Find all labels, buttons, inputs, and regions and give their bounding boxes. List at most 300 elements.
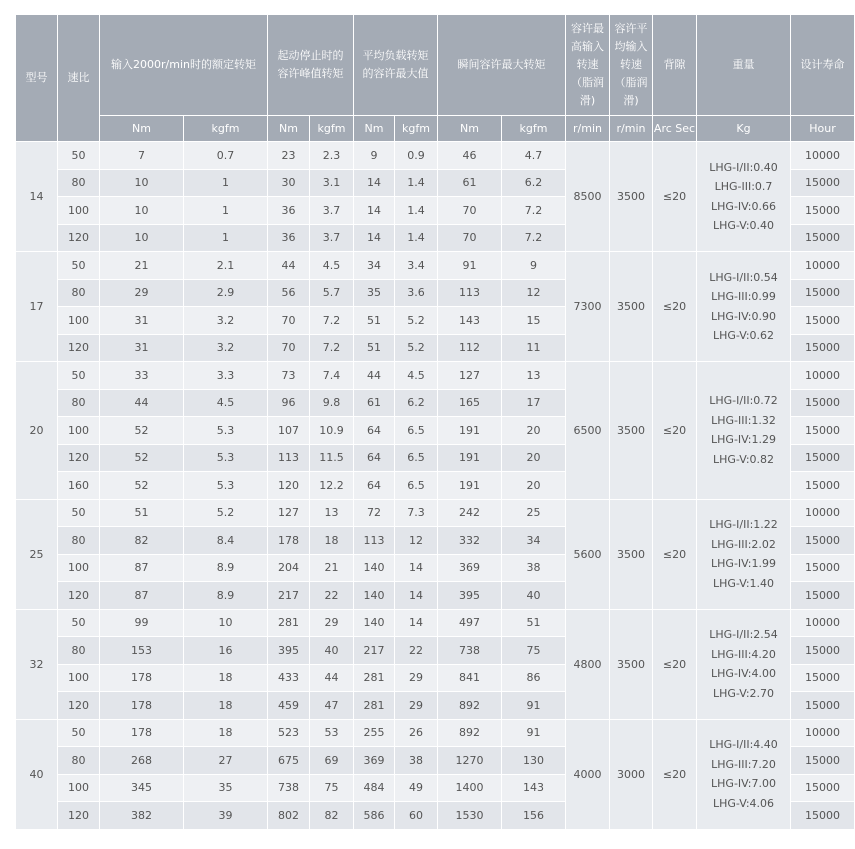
backlash-cell: ≤20 xyxy=(653,719,697,829)
header-row-main xyxy=(16,15,855,116)
ratio-cell: 120 xyxy=(58,334,100,362)
avg-nm-cell: 34 xyxy=(354,252,395,280)
life-cell: 15000 xyxy=(791,664,855,692)
life-cell: 10000 xyxy=(791,499,855,527)
avg-kgfm-cell: 14 xyxy=(395,582,438,610)
avg-nm-cell: 35 xyxy=(354,279,395,307)
avg-speed-cell: 3500 xyxy=(610,142,653,252)
table-row xyxy=(16,142,855,170)
peak-nm-cell: 36 xyxy=(268,224,310,252)
table-body xyxy=(16,142,855,830)
weight-cell xyxy=(697,142,791,252)
rated-nm-cell: 178 xyxy=(100,692,184,720)
rated-nm-cell: 10 xyxy=(100,224,184,252)
ratio-cell: 80 xyxy=(58,389,100,417)
rated-kgfm-cell: 35 xyxy=(184,774,268,802)
instant-nm-cell: 841 xyxy=(438,664,502,692)
avg-kgfm-cell: 26 xyxy=(395,719,438,747)
avg-nm-cell: 140 xyxy=(354,554,395,582)
peak-kgfm-cell: 7.4 xyxy=(310,362,354,390)
header-avg-speed: 容许平均输入转速（脂润滑) xyxy=(610,15,653,116)
peak-nm-cell: 70 xyxy=(268,307,310,335)
ratio-cell: 100 xyxy=(58,774,100,802)
life-cell: 15000 xyxy=(791,692,855,720)
ratio-cell: 50 xyxy=(58,252,100,280)
ratio-cell: 120 xyxy=(58,582,100,610)
ratio-cell: 80 xyxy=(58,527,100,555)
rated-nm-cell: 99 xyxy=(100,609,184,637)
peak-nm-cell: 127 xyxy=(268,499,310,527)
rated-nm-cell: 82 xyxy=(100,527,184,555)
instant-kgfm-cell: 40 xyxy=(502,582,566,610)
weight-line: LHG-V:0.82 xyxy=(712,452,775,466)
life-cell: 10000 xyxy=(791,362,855,390)
instant-kgfm-cell: 12 xyxy=(502,279,566,307)
backlash-cell: ≤20 xyxy=(653,252,697,362)
ratio-cell: 120 xyxy=(58,444,100,472)
life-cell: 15000 xyxy=(791,197,855,225)
rated-kgfm-cell: 2.9 xyxy=(184,279,268,307)
ratio-cell: 100 xyxy=(58,417,100,445)
avg-nm-cell: 72 xyxy=(354,499,395,527)
life-cell: 15000 xyxy=(791,527,855,555)
rated-kgfm-cell: 5.3 xyxy=(184,472,268,500)
peak-nm-cell: 738 xyxy=(268,774,310,802)
avg-kgfm-cell: 1.4 xyxy=(395,197,438,225)
avg-kgfm-cell: 6.5 xyxy=(395,472,438,500)
life-cell: 15000 xyxy=(791,389,855,417)
header-avg-torque: 平均负载转矩的容许最大值 xyxy=(354,15,438,116)
avg-kgfm-cell: 4.5 xyxy=(395,362,438,390)
model-cell: 40 xyxy=(16,719,58,829)
weight-line: LHG-IV:7.00 xyxy=(711,777,776,790)
rated-kgfm-cell: 1 xyxy=(184,197,268,225)
ratio-cell: 100 xyxy=(58,664,100,692)
rated-nm-cell: 87 xyxy=(100,554,184,582)
avg-kgfm-cell: 38 xyxy=(395,747,438,775)
peak-nm-cell: 56 xyxy=(268,279,310,307)
weight-line: LHG-IV:1.29 xyxy=(711,433,776,447)
rated-nm-cell: 10 xyxy=(100,197,184,225)
peak-kgfm-cell: 5.7 xyxy=(310,279,354,307)
instant-nm-cell: 497 xyxy=(438,609,502,637)
avg-kgfm-cell: 22 xyxy=(395,637,438,665)
rated-nm-cell: 29 xyxy=(100,279,184,307)
peak-nm-cell: 217 xyxy=(268,582,310,610)
ratio-cell: 100 xyxy=(58,197,100,225)
instant-nm-cell: 46 xyxy=(438,142,502,170)
weight-line: LHG-I/II:1.22 xyxy=(709,518,778,531)
model-cell: 17 xyxy=(16,252,58,362)
weight-line: LHG-IV:1.99 xyxy=(711,557,776,570)
avg-nm-cell: 140 xyxy=(354,609,395,637)
avg-kgfm-cell: 6.2 xyxy=(395,389,438,417)
peak-kgfm-cell: 2.3 xyxy=(310,142,354,170)
instant-kgfm-cell: 20 xyxy=(502,472,566,500)
avg-kgfm-cell: 3.6 xyxy=(395,279,438,307)
rated-kgfm-cell: 5.3 xyxy=(184,444,268,472)
life-cell: 10000 xyxy=(791,719,855,747)
header-row-units xyxy=(16,116,855,142)
peak-kgfm-cell: 9.8 xyxy=(310,389,354,417)
life-cell: 10000 xyxy=(791,142,855,170)
rated-kgfm-cell: 1 xyxy=(184,169,268,197)
unit-peak-kgfm: kgfm xyxy=(310,116,354,142)
avg-speed-cell: 3500 xyxy=(610,609,653,719)
max-speed-cell: 7300 xyxy=(566,252,610,362)
avg-nm-cell: 217 xyxy=(354,637,395,665)
rated-nm-cell: 87 xyxy=(100,582,184,610)
instant-kgfm-cell: 17 xyxy=(502,389,566,417)
avg-kgfm-cell: 0.9 xyxy=(395,142,438,170)
weight-line: LHG-V:2.70 xyxy=(712,686,775,700)
peak-nm-cell: 675 xyxy=(268,747,310,775)
header-instant-torque: 瞬间容许最大转矩 xyxy=(438,15,566,116)
instant-nm-cell: 892 xyxy=(438,692,502,720)
instant-nm-cell: 369 xyxy=(438,554,502,582)
weight-line: LHG-IV:4.00 xyxy=(711,667,776,680)
instant-kgfm-cell: 20 xyxy=(502,417,566,445)
max-speed-cell: 4000 xyxy=(566,719,610,829)
peak-nm-cell: 107 xyxy=(268,417,310,445)
avg-kgfm-cell: 14 xyxy=(395,609,438,637)
header-peak-torque: 起动停止时的容许峰值转矩 xyxy=(268,15,354,116)
weight-line: LHG-IV:0.66 xyxy=(711,199,776,213)
avg-kgfm-cell: 5.2 xyxy=(395,334,438,362)
unit-avg-nm: Nm xyxy=(354,116,395,142)
max-speed-cell: 8500 xyxy=(566,142,610,252)
weight-line: LHG-I/II:0.40 xyxy=(709,160,778,174)
rated-kgfm-cell: 5.2 xyxy=(184,499,268,527)
rated-nm-cell: 52 xyxy=(100,444,184,472)
weight-line: LHG-I/II:0.54 xyxy=(709,270,778,284)
ratio-cell: 100 xyxy=(58,307,100,335)
instant-kgfm-cell: 7.2 xyxy=(502,224,566,252)
avg-kgfm-cell: 3.4 xyxy=(395,252,438,280)
weight-line: LHG-I/II:4.40 xyxy=(709,738,778,751)
peak-kgfm-cell: 44 xyxy=(310,664,354,692)
ratio-cell: 160 xyxy=(58,472,100,500)
instant-nm-cell: 1530 xyxy=(438,802,502,830)
instant-nm-cell: 332 xyxy=(438,527,502,555)
avg-nm-cell: 14 xyxy=(354,169,395,197)
peak-nm-cell: 178 xyxy=(268,527,310,555)
ratio-cell: 50 xyxy=(58,362,100,390)
avg-kgfm-cell: 29 xyxy=(395,692,438,720)
avg-kgfm-cell: 6.5 xyxy=(395,444,438,472)
avg-kgfm-cell: 60 xyxy=(395,802,438,830)
instant-nm-cell: 113 xyxy=(438,279,502,307)
weight-line: LHG-I/II:0.72 xyxy=(709,394,778,408)
rated-kgfm-cell: 3.2 xyxy=(184,307,268,335)
avg-speed-cell: 3500 xyxy=(610,362,653,500)
rated-kgfm-cell: 0.7 xyxy=(184,142,268,170)
avg-nm-cell: 51 xyxy=(354,334,395,362)
peak-kgfm-cell: 40 xyxy=(310,637,354,665)
peak-nm-cell: 802 xyxy=(268,802,310,830)
peak-nm-cell: 120 xyxy=(268,472,310,500)
instant-kgfm-cell: 4.7 xyxy=(502,142,566,170)
peak-kgfm-cell: 47 xyxy=(310,692,354,720)
instant-kgfm-cell: 13 xyxy=(502,362,566,390)
rated-kgfm-cell: 27 xyxy=(184,747,268,775)
instant-kgfm-cell: 75 xyxy=(502,637,566,665)
weight-line: LHG-V:0.62 xyxy=(712,329,775,342)
avg-nm-cell: 113 xyxy=(354,527,395,555)
life-cell: 15000 xyxy=(791,444,855,472)
max-speed-cell: 5600 xyxy=(566,499,610,609)
backlash-cell: ≤20 xyxy=(653,362,697,500)
peak-kgfm-cell: 3.1 xyxy=(310,169,354,197)
avg-kgfm-cell: 14 xyxy=(395,554,438,582)
rated-nm-cell: 52 xyxy=(100,417,184,445)
instant-nm-cell: 191 xyxy=(438,417,502,445)
peak-nm-cell: 204 xyxy=(268,554,310,582)
instant-nm-cell: 165 xyxy=(438,389,502,417)
weight-line: LHG-III:7.20 xyxy=(711,757,776,771)
backlash-cell: ≤20 xyxy=(653,142,697,252)
peak-nm-cell: 36 xyxy=(268,197,310,225)
rated-nm-cell: 178 xyxy=(100,719,184,747)
avg-speed-cell: 3500 xyxy=(610,499,653,609)
rated-kgfm-cell: 1 xyxy=(184,224,268,252)
table-row xyxy=(16,609,855,637)
peak-kgfm-cell: 12.2 xyxy=(310,472,354,500)
ratio-cell: 80 xyxy=(58,747,100,775)
rated-nm-cell: 52 xyxy=(100,472,184,500)
ratio-cell: 120 xyxy=(58,692,100,720)
peak-kgfm-cell: 4.5 xyxy=(310,252,354,280)
peak-nm-cell: 281 xyxy=(268,609,310,637)
instant-nm-cell: 1270 xyxy=(438,747,502,775)
weight-cell xyxy=(697,609,791,719)
life-cell: 15000 xyxy=(791,279,855,307)
peak-nm-cell: 96 xyxy=(268,389,310,417)
life-cell: 15000 xyxy=(791,224,855,252)
avg-kgfm-cell: 12 xyxy=(395,527,438,555)
peak-kgfm-cell: 75 xyxy=(310,774,354,802)
backlash-cell: ≤20 xyxy=(653,609,697,719)
backlash-cell: ≤20 xyxy=(653,499,697,609)
avg-kgfm-cell: 1.4 xyxy=(395,224,438,252)
model-cell: 32 xyxy=(16,609,58,719)
peak-kgfm-cell: 22 xyxy=(310,582,354,610)
peak-nm-cell: 70 xyxy=(268,334,310,362)
spec-table xyxy=(15,14,855,830)
rated-kgfm-cell: 3.2 xyxy=(184,334,268,362)
peak-kgfm-cell: 11.5 xyxy=(310,444,354,472)
life-cell: 15000 xyxy=(791,747,855,775)
rated-nm-cell: 382 xyxy=(100,802,184,830)
header-rated-torque: 输入2000r/min时的额定转矩 xyxy=(100,15,268,116)
instant-nm-cell: 1400 xyxy=(438,774,502,802)
instant-nm-cell: 112 xyxy=(438,334,502,362)
rated-nm-cell: 345 xyxy=(100,774,184,802)
instant-nm-cell: 738 xyxy=(438,637,502,665)
rated-kgfm-cell: 18 xyxy=(184,692,268,720)
instant-kgfm-cell: 25 xyxy=(502,499,566,527)
rated-nm-cell: 268 xyxy=(100,747,184,775)
peak-nm-cell: 73 xyxy=(268,362,310,390)
avg-speed-cell: 3500 xyxy=(610,252,653,362)
rated-nm-cell: 178 xyxy=(100,664,184,692)
instant-kgfm-cell: 51 xyxy=(502,609,566,637)
rated-nm-cell: 33 xyxy=(100,362,184,390)
weight-cell xyxy=(697,252,791,362)
instant-kgfm-cell: 130 xyxy=(502,747,566,775)
instant-nm-cell: 191 xyxy=(438,472,502,500)
max-speed-cell: 4800 xyxy=(566,609,610,719)
table-row xyxy=(16,362,855,390)
header-max-speed: 容许最高输入转速（脂润滑) xyxy=(566,15,610,116)
rated-nm-cell: 51 xyxy=(100,499,184,527)
life-cell: 15000 xyxy=(791,417,855,445)
instant-nm-cell: 242 xyxy=(438,499,502,527)
life-cell: 15000 xyxy=(791,802,855,830)
avg-nm-cell: 586 xyxy=(354,802,395,830)
instant-kgfm-cell: 143 xyxy=(502,774,566,802)
instant-kgfm-cell: 11 xyxy=(502,334,566,362)
peak-nm-cell: 44 xyxy=(268,252,310,280)
instant-kgfm-cell: 86 xyxy=(502,664,566,692)
rated-nm-cell: 44 xyxy=(100,389,184,417)
ratio-cell: 120 xyxy=(58,224,100,252)
weight-cell xyxy=(697,362,791,500)
weight-line: LHG-III:4.20 xyxy=(711,647,776,661)
weight-line: LHG-V:1.40 xyxy=(712,576,775,590)
instant-nm-cell: 191 xyxy=(438,444,502,472)
peak-nm-cell: 523 xyxy=(268,719,310,747)
weight-line: LHG-I/II:2.54 xyxy=(709,628,778,641)
model-cell: 20 xyxy=(16,362,58,500)
life-cell: 15000 xyxy=(791,307,855,335)
avg-kgfm-cell: 7.3 xyxy=(395,499,438,527)
peak-nm-cell: 433 xyxy=(268,664,310,692)
avg-nm-cell: 14 xyxy=(354,197,395,225)
header-weight: 重量 xyxy=(697,15,791,116)
peak-kgfm-cell: 21 xyxy=(310,554,354,582)
rated-kgfm-cell: 4.5 xyxy=(184,389,268,417)
life-cell: 15000 xyxy=(791,169,855,197)
ratio-cell: 100 xyxy=(58,554,100,582)
instant-kgfm-cell: 9 xyxy=(502,252,566,280)
rated-kgfm-cell: 8.9 xyxy=(184,554,268,582)
unit-rated-nm: Nm xyxy=(100,116,184,142)
weight-line: LHG-III:0.7 xyxy=(714,180,773,193)
avg-nm-cell: 64 xyxy=(354,472,395,500)
peak-nm-cell: 23 xyxy=(268,142,310,170)
avg-nm-cell: 14 xyxy=(354,224,395,252)
peak-nm-cell: 459 xyxy=(268,692,310,720)
instant-kgfm-cell: 38 xyxy=(502,554,566,582)
life-cell: 15000 xyxy=(791,582,855,610)
ratio-cell: 80 xyxy=(58,169,100,197)
ratio-cell: 50 xyxy=(58,499,100,527)
table-row xyxy=(16,719,855,747)
instant-kgfm-cell: 91 xyxy=(502,692,566,720)
rated-kgfm-cell: 39 xyxy=(184,802,268,830)
weight-line: LHG-V:0.40 xyxy=(712,219,775,232)
unit-peak-nm: Nm xyxy=(268,116,310,142)
life-cell: 15000 xyxy=(791,637,855,665)
peak-kgfm-cell: 7.2 xyxy=(310,334,354,362)
peak-kgfm-cell: 18 xyxy=(310,527,354,555)
instant-kgfm-cell: 7.2 xyxy=(502,197,566,225)
avg-kgfm-cell: 1.4 xyxy=(395,169,438,197)
life-cell: 15000 xyxy=(791,774,855,802)
ratio-cell: 50 xyxy=(58,609,100,637)
model-cell: 25 xyxy=(16,499,58,609)
instant-nm-cell: 892 xyxy=(438,719,502,747)
unit-weight: Kg xyxy=(697,116,791,142)
unit-life: Hour xyxy=(791,116,855,142)
rated-nm-cell: 31 xyxy=(100,307,184,335)
instant-nm-cell: 127 xyxy=(438,362,502,390)
weight-line: LHG-V:4.06 xyxy=(712,796,775,810)
rated-nm-cell: 31 xyxy=(100,334,184,362)
weight-cell xyxy=(697,719,791,829)
rated-nm-cell: 7 xyxy=(100,142,184,170)
avg-nm-cell: 44 xyxy=(354,362,395,390)
avg-speed-cell: 3000 xyxy=(610,719,653,829)
ratio-cell: 50 xyxy=(58,142,100,170)
peak-kgfm-cell: 10.9 xyxy=(310,417,354,445)
rated-nm-cell: 21 xyxy=(100,252,184,280)
weight-line: LHG-IV:0.90 xyxy=(711,309,776,323)
instant-kgfm-cell: 6.2 xyxy=(502,169,566,197)
unit-avg-kgfm: kgfm xyxy=(395,116,438,142)
avg-nm-cell: 64 xyxy=(354,417,395,445)
peak-kgfm-cell: 3.7 xyxy=(310,197,354,225)
instant-kgfm-cell: 20 xyxy=(502,444,566,472)
ratio-cell: 80 xyxy=(58,637,100,665)
avg-nm-cell: 255 xyxy=(354,719,395,747)
peak-nm-cell: 30 xyxy=(268,169,310,197)
rated-kgfm-cell: 18 xyxy=(184,664,268,692)
unit-instant-kgfm: kgfm xyxy=(502,116,566,142)
ratio-cell: 80 xyxy=(58,279,100,307)
avg-kgfm-cell: 5.2 xyxy=(395,307,438,335)
ratio-cell: 50 xyxy=(58,719,100,747)
unit-backlash: Arc Sec xyxy=(653,116,697,142)
rated-kgfm-cell: 16 xyxy=(184,637,268,665)
instant-kgfm-cell: 34 xyxy=(502,527,566,555)
rated-kgfm-cell: 18 xyxy=(184,719,268,747)
spec-table-container xyxy=(15,14,855,830)
avg-nm-cell: 61 xyxy=(354,389,395,417)
unit-avg-speed: r/min xyxy=(610,116,653,142)
weight-line: LHG-III:1.32 xyxy=(711,413,776,427)
instant-nm-cell: 143 xyxy=(438,307,502,335)
rated-kgfm-cell: 8.4 xyxy=(184,527,268,555)
avg-nm-cell: 484 xyxy=(354,774,395,802)
avg-kgfm-cell: 49 xyxy=(395,774,438,802)
life-cell: 15000 xyxy=(791,554,855,582)
ratio-cell: 120 xyxy=(58,802,100,830)
instant-kgfm-cell: 91 xyxy=(502,719,566,747)
weight-line: LHG-III:0.99 xyxy=(711,290,776,303)
peak-kgfm-cell: 7.2 xyxy=(310,307,354,335)
avg-nm-cell: 281 xyxy=(354,664,395,692)
max-speed-cell: 6500 xyxy=(566,362,610,500)
instant-kgfm-cell: 15 xyxy=(502,307,566,335)
rated-kgfm-cell: 5.3 xyxy=(184,417,268,445)
avg-nm-cell: 140 xyxy=(354,582,395,610)
rated-kgfm-cell: 8.9 xyxy=(184,582,268,610)
peak-kgfm-cell: 13 xyxy=(310,499,354,527)
avg-nm-cell: 51 xyxy=(354,307,395,335)
table-row xyxy=(16,252,855,280)
